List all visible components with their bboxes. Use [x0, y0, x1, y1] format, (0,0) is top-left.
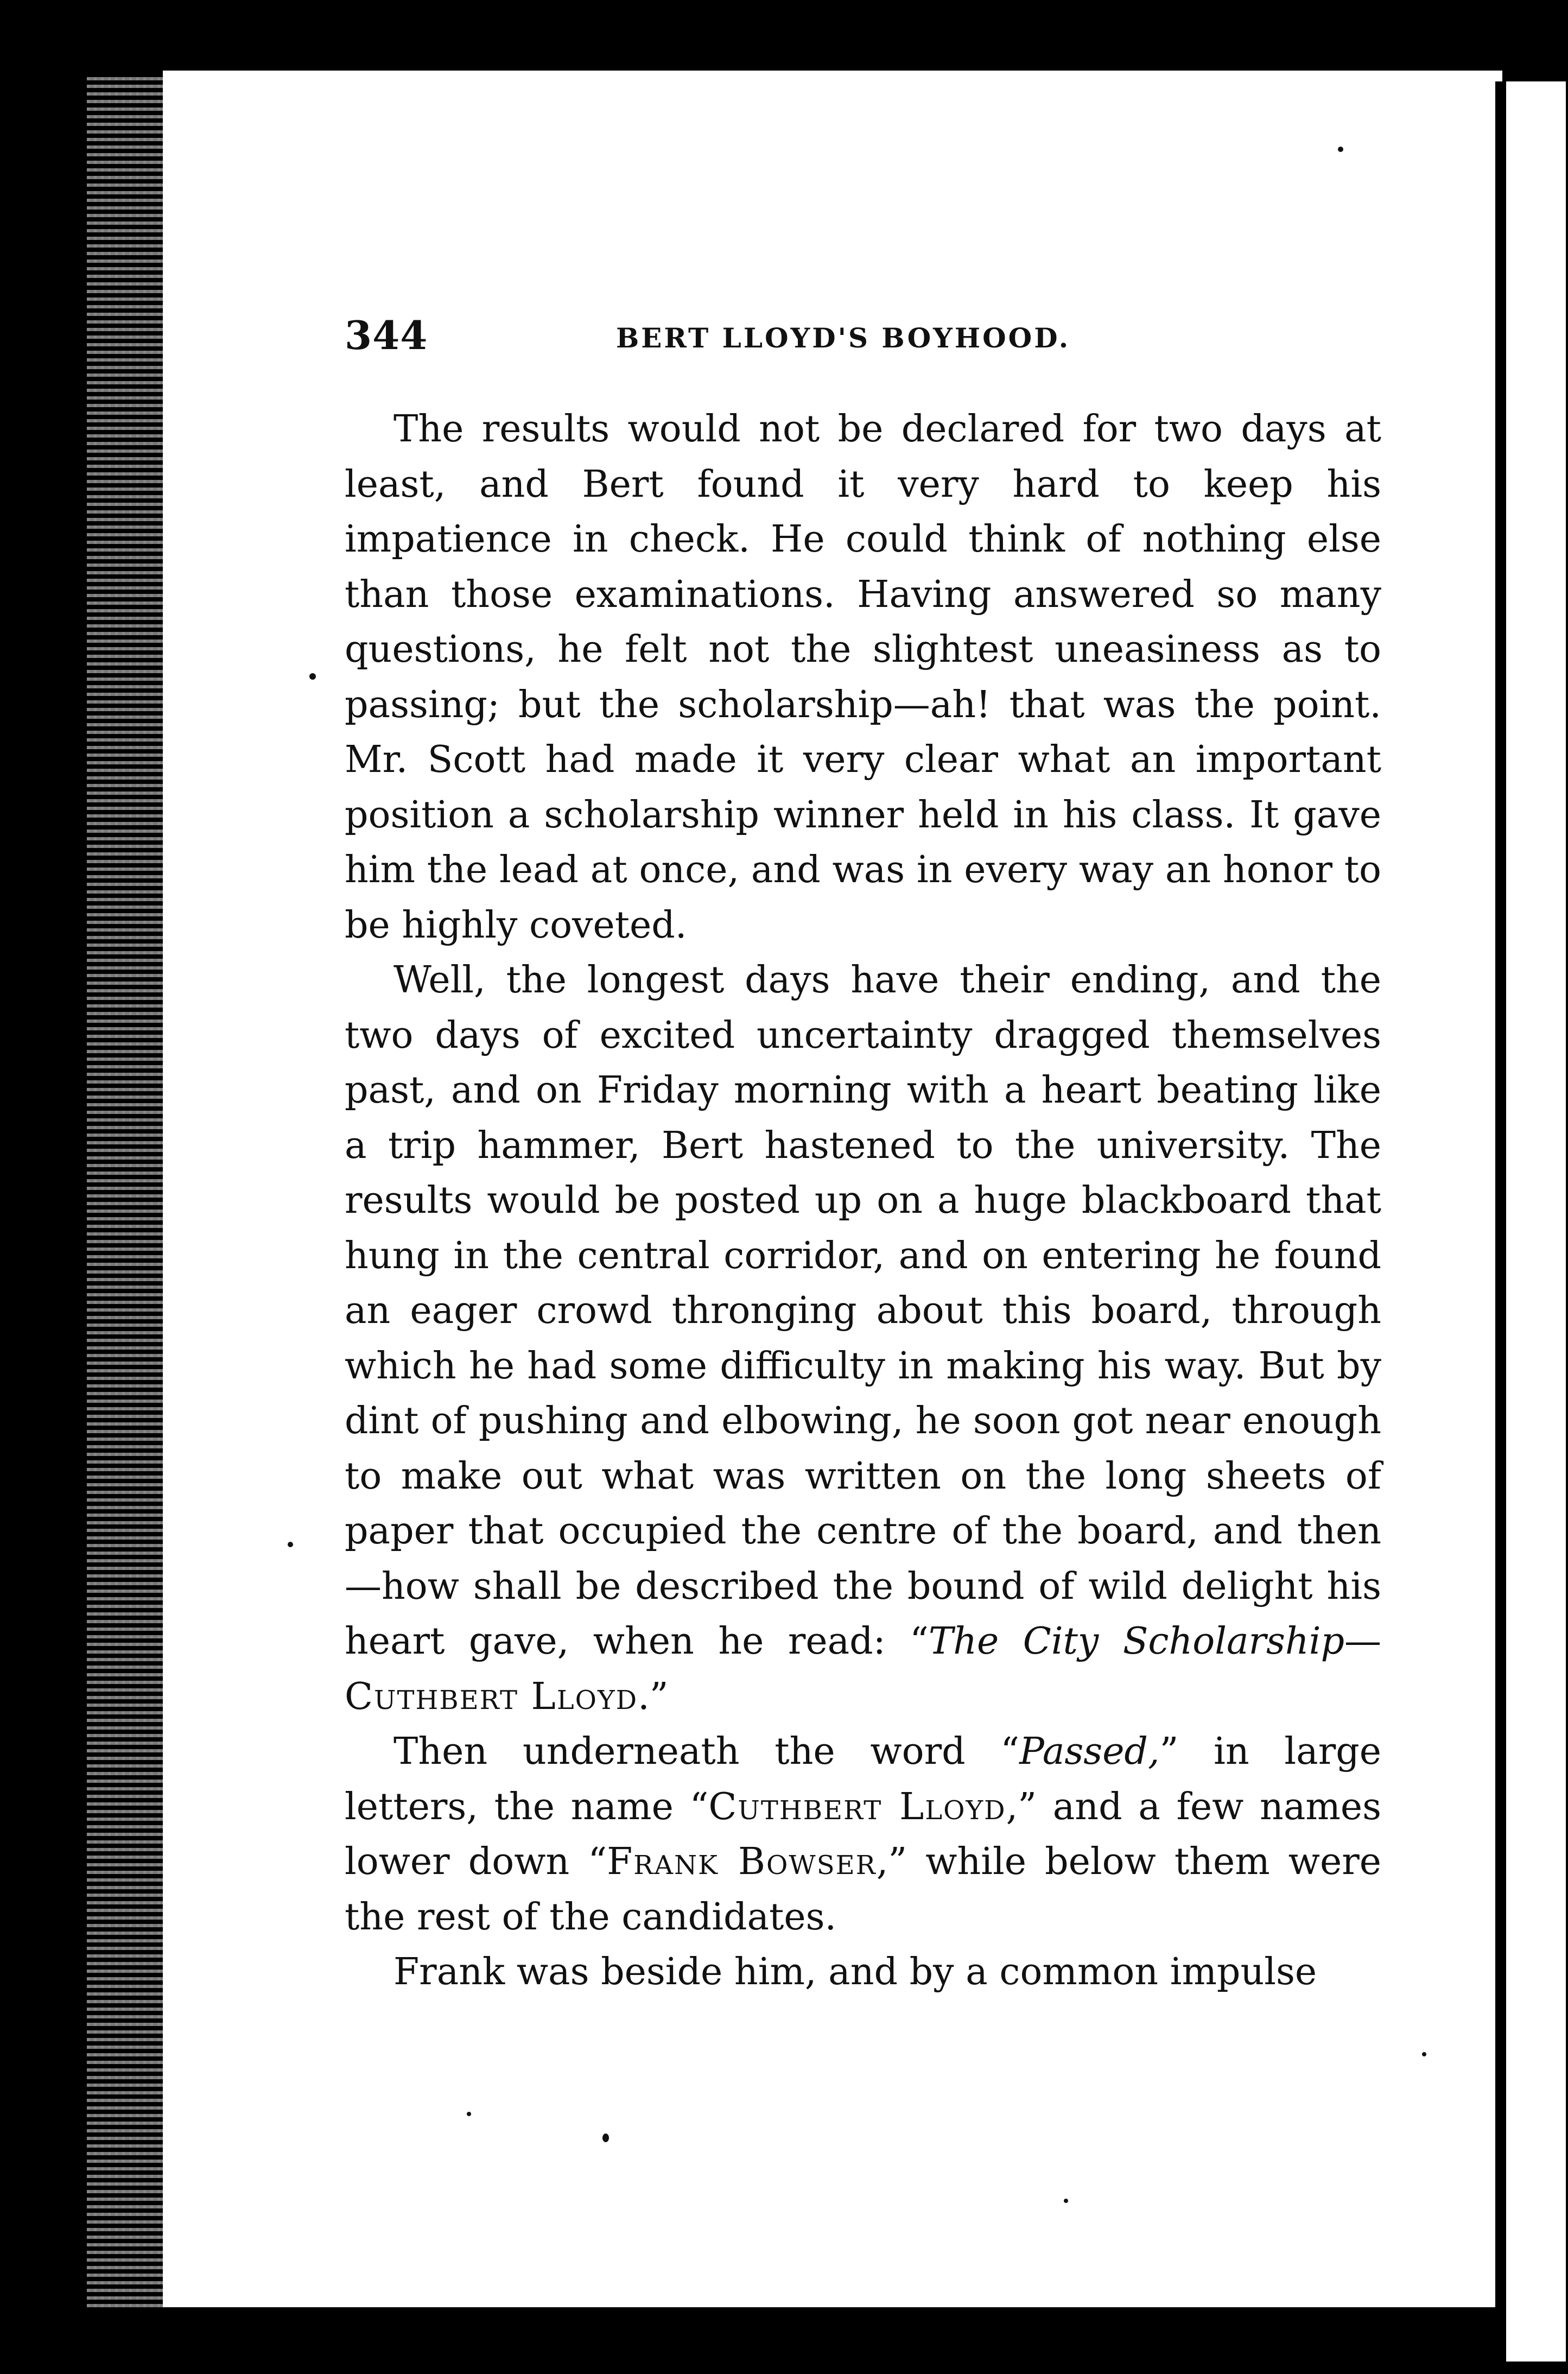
- print-speck: [309, 673, 316, 680]
- name-cuthbert: Cuthbert Lloyd: [708, 1785, 1006, 1828]
- page-header: [345, 312, 1392, 366]
- running-head: BERT LLOYD'S BOYHOOD.: [616, 322, 1071, 354]
- paragraph-3: [345, 1724, 1381, 1945]
- passed-italic: Passed,: [1019, 1730, 1160, 1773]
- print-speck: [1422, 2052, 1426, 2056]
- next-page-edge: [1506, 81, 1566, 2362]
- paragraph-3-text-middle-1: ” in large letters, the name “: [345, 1730, 1381, 1828]
- paragraph-1-text: The results would not be declared for two days at least, and Bert found it very hard to keep his impatience in check. He could think of nothing else than those examinations. Having answered so many questions, he felt not the slightest uneasiness as to passing; but the scholarship—ah! that was the point. Mr. Scott had made it very clear what an important position a scholarship winner held in his class. It gave him the lead at once, and was in every way an honor to be highly coveted.: [345, 408, 1381, 947]
- quote-end: .”: [638, 1675, 669, 1718]
- paragraph-2: [345, 953, 1381, 1724]
- print-speck: [467, 2112, 471, 2116]
- body-text: [345, 402, 1381, 2000]
- paragraph-4: [345, 1945, 1381, 2000]
- paragraph-3-text-end: ,” while below them were the rest of the candidates.: [345, 1840, 1382, 1939]
- right-gutter-line: [1495, 81, 1506, 2362]
- city-scholarship-italic: The City Scholarship: [928, 1620, 1344, 1663]
- page-number: 344: [345, 312, 428, 358]
- name-frank: Frank Bowser: [607, 1840, 877, 1883]
- paragraph-4-text: Frank was beside him, and by a common impulse: [393, 1951, 1317, 1993]
- paragraph-2-text: Well, the longest days have their ending, and the two days of excited uncertainty dragged themselves past, and on Friday morning with a heart beating like a trip hammer, Bert hastened to the university. The results would be posted up on a huge blackboard that hung in the central corridor, and on entering he found an eager crowd thronging about this board, through which he had some difficulty in making his way. But by dint of pushing and elbowing, he soon got near enough to make out what was written on the long sheets of paper that occupied the centre of the board, and then—how shall be described the bound of wild delight his heart gave, when he read: “: [345, 959, 1381, 1663]
- paragraph-3-text-middle-2: ,” and a few names lower down “: [345, 1785, 1381, 1883]
- paragraph-3-text-start: Then underneath the word “: [393, 1730, 1020, 1773]
- print-speck: [602, 2134, 609, 2142]
- winner-name: Cuthbert Lloyd: [345, 1675, 638, 1718]
- quote-dash: —: [1344, 1620, 1381, 1663]
- print-speck: [288, 1542, 293, 1547]
- print-speck: [1338, 147, 1343, 152]
- paragraph-1: [345, 402, 1381, 953]
- print-speck: [1064, 2199, 1068, 2203]
